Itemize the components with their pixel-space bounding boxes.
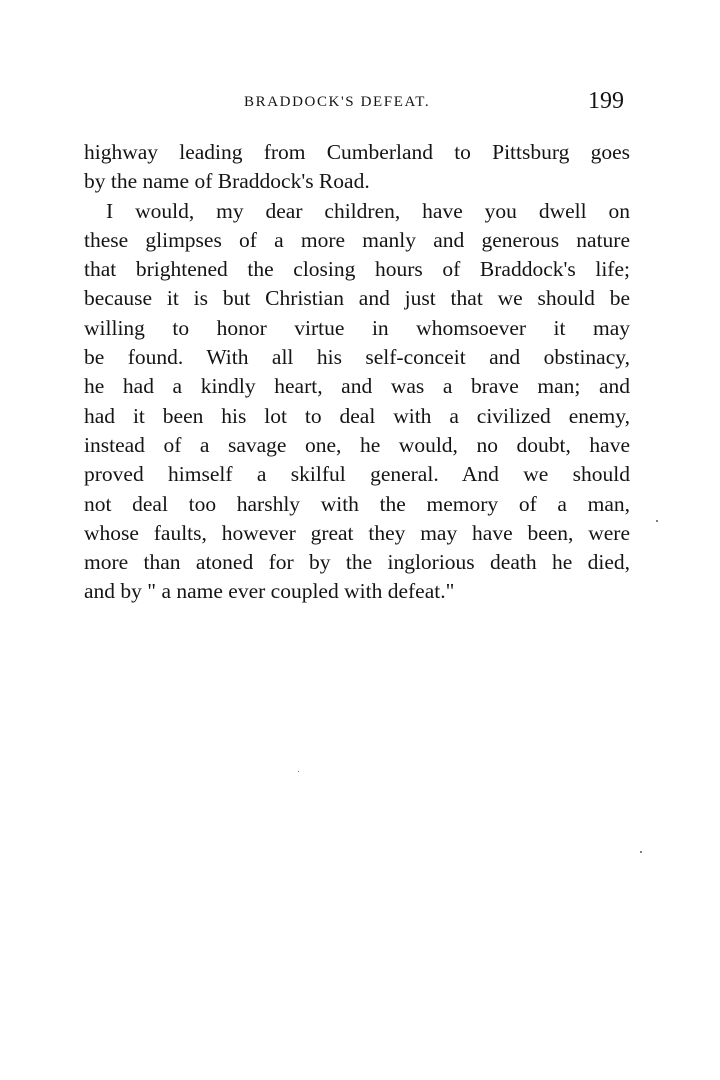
paper-speck [656,520,658,522]
running-title: BRADDOCK'S DEFEAT. [244,94,431,110]
text-line: instead of a savage one, he would, no doubt, have [84,432,630,457]
text-line: had it been his lot to deal with a civilized enemy, [84,403,630,428]
text-line: not deal too harshly with the memory of a man, [84,491,630,516]
text-line: he had a kindly heart, and was a brave man; and [84,374,630,399]
paper-speck [298,771,299,772]
text-line: highway leading from Cumberland to Pittsburg goes [84,140,630,164]
text-line: because it is but Christian and just that we should be [84,286,630,311]
text-line: I would, my dear children, have you dwell on [106,198,630,223]
text-line: by the name of Braddock's Road. [84,169,370,194]
text-line: willing to honor virtue in whomsoever it may [84,315,630,340]
page-number: 199 [588,88,624,114]
body-text [84,138,630,607]
text-line: more than atoned for by the inglorious death he died, [84,550,630,575]
text-line: these glimpses of a more manly and generous nature [84,227,630,252]
running-head [0,88,720,118]
paper-speck [640,851,642,853]
text-line: whose faults, however great they may have been, were [84,520,630,545]
text-line: and by " a name ever coupled with defeat." [84,579,455,604]
text-line: proved himself a skilful general. And we should [84,462,630,487]
text-line: be found. With all his self-conceit and obstinacy, [84,345,630,370]
text-line: that brightened the closing hours of Braddock's life; [84,257,630,282]
